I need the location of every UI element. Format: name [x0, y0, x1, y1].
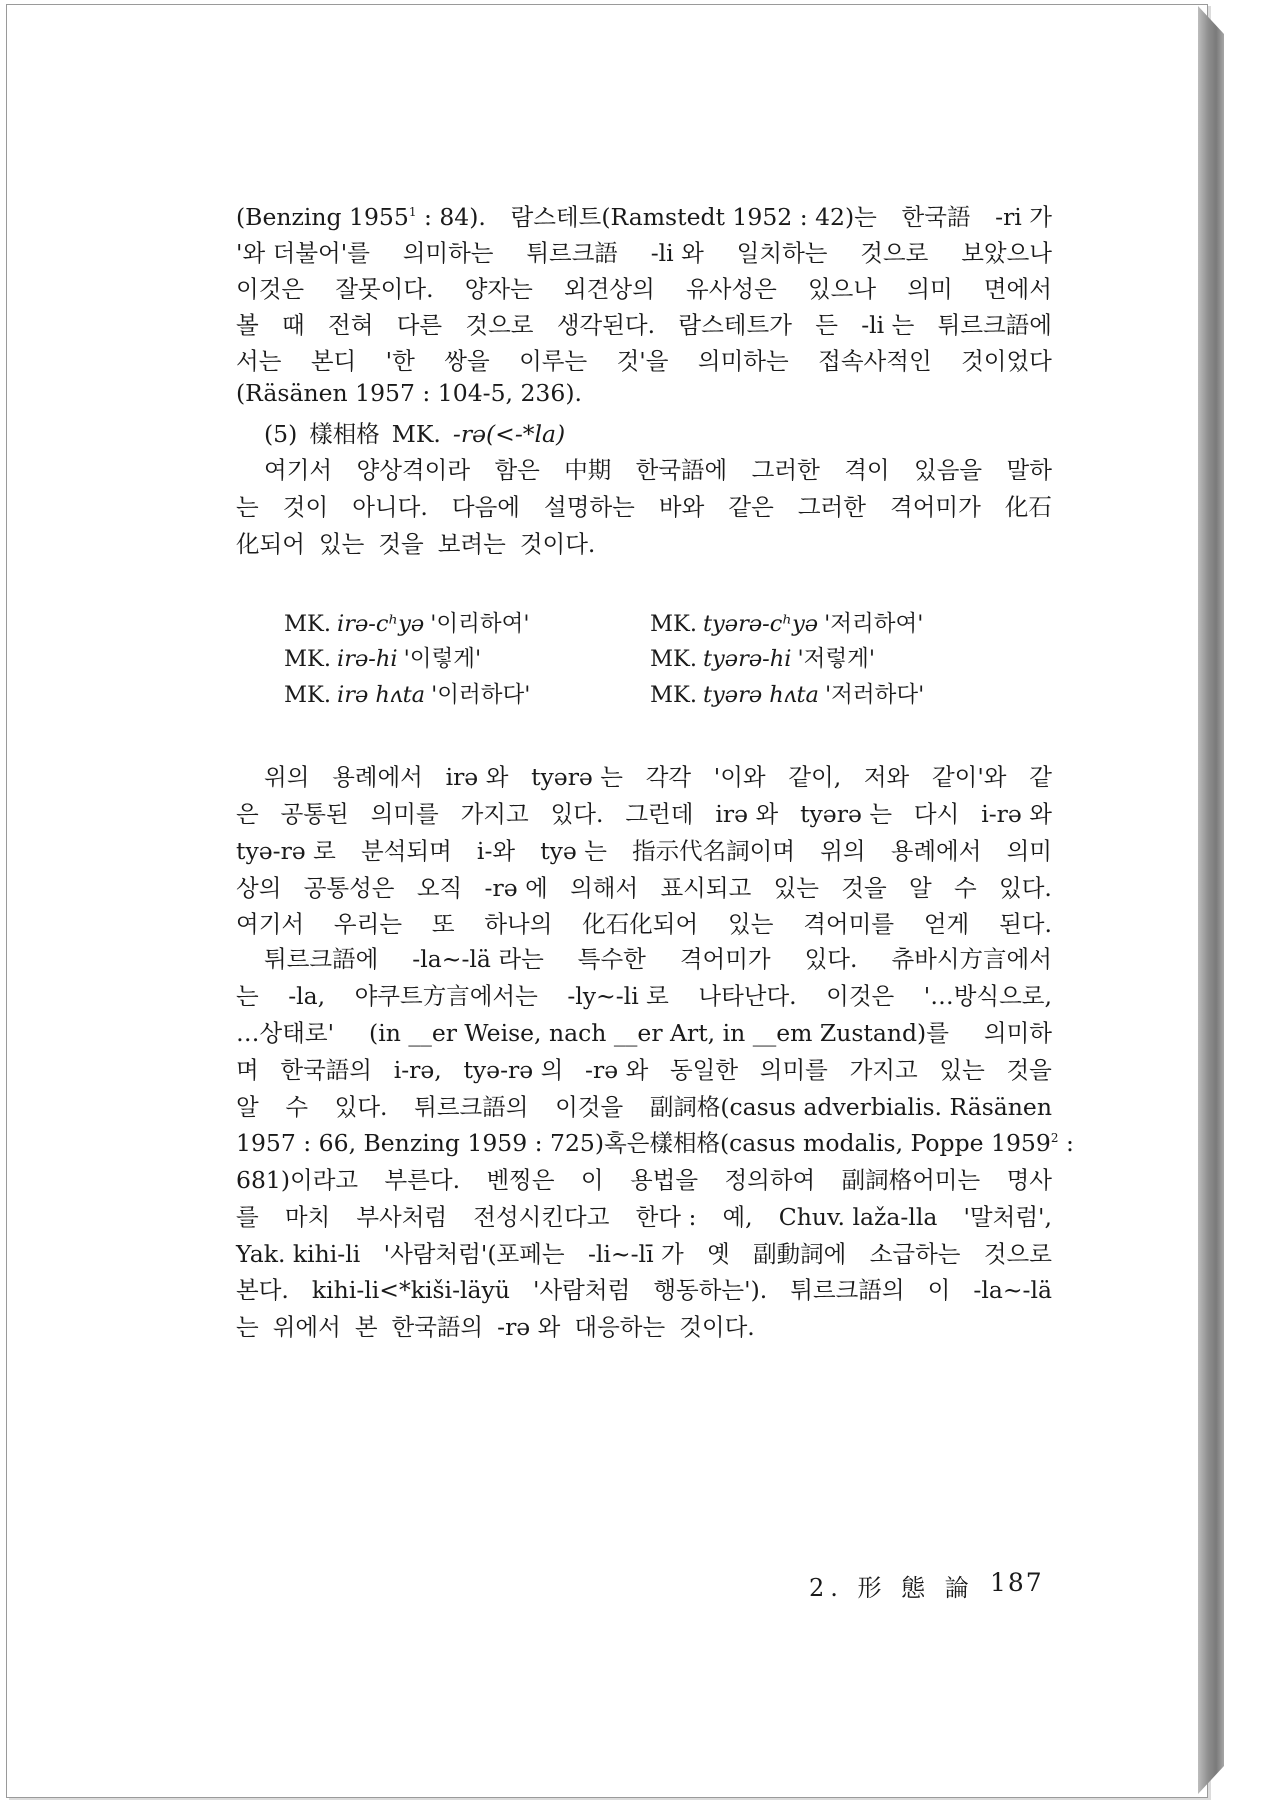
word: 공통성은 [303, 874, 395, 902]
word: 예, [722, 1203, 753, 1231]
word: 가지고 [849, 1056, 918, 1084]
word: 일치하는 [736, 239, 828, 267]
word: 표시되고 [660, 874, 752, 902]
word: (Räsänen 1957 : 104-5, 236). [236, 379, 582, 407]
example-row [284, 677, 984, 713]
word: 본 [354, 1313, 378, 1341]
word: 여기서 [236, 910, 305, 938]
word: 것이다. [519, 530, 596, 558]
text-line [236, 1161, 1052, 1201]
word: 은 [236, 800, 259, 828]
word: 한국語에 [635, 456, 728, 484]
word: 1957 : 66, Benzing 1959 : 725) [236, 1129, 605, 1157]
word: 그러한 [751, 456, 820, 484]
word: 대응하는 [574, 1313, 666, 1341]
text-line [236, 342, 1052, 382]
word: 그런데 [625, 800, 694, 828]
word: 의미 [907, 275, 953, 303]
example-gloss: '이러하다' [431, 682, 531, 708]
word: 전성시킨다고 [473, 1203, 610, 1231]
example-row [284, 641, 984, 677]
word: 이것은 [236, 275, 305, 303]
word: 용법을 [629, 1166, 699, 1194]
word: 있음을 [914, 456, 983, 484]
word: 말하 [1006, 456, 1052, 484]
example-mk: MK. [284, 682, 331, 708]
word: 소급하는 [869, 1240, 961, 1268]
text-line [236, 1014, 1052, 1054]
word: 위의 [264, 763, 310, 791]
word: '한 [385, 347, 415, 375]
word: 보았으나 [961, 239, 1052, 267]
word: 양자는 [464, 275, 533, 303]
word: 한다 : [635, 1203, 697, 1231]
word: 격어미가 [679, 945, 771, 973]
heading-part: MK. [391, 420, 441, 448]
word: 부사처럼 [356, 1203, 448, 1231]
word: 것'을 [616, 347, 669, 375]
word: 접속사적인 [818, 347, 932, 375]
word: 쌍을 [444, 347, 490, 375]
word: 알 [909, 874, 932, 902]
word: '와 더불어'를 [236, 239, 370, 267]
word: -li 와 [650, 239, 704, 267]
example-form: tyərə-hi [703, 646, 792, 672]
word: i-rə, [393, 1056, 442, 1084]
word: 수 [285, 1093, 309, 1121]
example-gloss: '이렇게' [403, 646, 482, 672]
word: 있는 [728, 910, 774, 938]
word: 명사 [1006, 1166, 1052, 1194]
page-number: 187 [990, 1568, 1044, 1597]
word: 그러한 [797, 493, 866, 521]
word: 면에서 [983, 275, 1052, 303]
word: 된다. [999, 910, 1052, 938]
word: 의해서 [570, 874, 639, 902]
word: -ri 가 [995, 203, 1052, 231]
word: 같이'와 [931, 763, 1007, 791]
word: -la~-lä 라는 [412, 945, 544, 973]
word: 副詞格(casus adverbialis. Räsänen [649, 1093, 1052, 1121]
word: irə 와 [445, 763, 509, 791]
example-mk: MK. [284, 611, 331, 637]
word: 며 [236, 1056, 259, 1084]
word: 저와 [863, 763, 910, 791]
word: 것이 [282, 493, 329, 521]
word: 있다. [334, 1093, 388, 1121]
word: -la~-lä [973, 1276, 1052, 1304]
word: -li 는 [861, 311, 915, 339]
word: 행동하는'). [653, 1276, 768, 1304]
word: Chuv. laža-lla [778, 1203, 938, 1231]
word: -rə 와 [497, 1313, 561, 1341]
heading-line [236, 415, 1052, 455]
text-line [236, 451, 1052, 491]
word: 마치 [284, 1203, 331, 1231]
word: -ly~-li 로 [567, 982, 669, 1010]
word: 中期 [564, 456, 612, 484]
word: 격이 [844, 456, 890, 484]
word: '사람처럼 [533, 1276, 631, 1304]
word: 의미를 [370, 800, 439, 828]
word: 상의 [236, 874, 282, 902]
example-form: irə hʌta [337, 682, 426, 708]
word: Yak. kihi-li [236, 1240, 361, 1268]
word: 정의하여 [724, 1166, 816, 1194]
word: 는 [236, 982, 259, 1010]
word: tyə 는 [540, 837, 608, 865]
heading-part: (5) [264, 420, 298, 448]
text-line [236, 795, 1052, 835]
word: 튀르크語에 [937, 311, 1052, 339]
example-form: tyərə hʌta [703, 682, 819, 708]
word: i-rə 와 [981, 800, 1052, 828]
word: 한국語 [901, 203, 971, 231]
word: (in __er Weise, nach __er Art, in __em Zustand)를 [369, 1019, 949, 1047]
page-edge-shadow [1198, 6, 1224, 1794]
word: 있다. [804, 945, 858, 973]
word: 벤찡은 [486, 1166, 555, 1194]
right-example [650, 641, 875, 673]
running-footer: 2. 形 態 論 [809, 1574, 975, 1602]
word: i-와 [476, 837, 516, 865]
word: 아니다. [352, 493, 428, 521]
right-example [650, 606, 923, 638]
word: 하나의 [484, 910, 553, 938]
word: 다른 [396, 311, 443, 339]
word: 것으로 [465, 311, 534, 339]
example-form: tyərə-cʰyə [703, 611, 819, 637]
word: 옛 [707, 1240, 730, 1268]
word: 指示代名詞이며 [632, 837, 796, 865]
word: 얻게 [923, 910, 970, 938]
word: -li~-lī 가 [587, 1240, 684, 1268]
word: 같 [1029, 763, 1052, 791]
word: 이것을 [555, 1093, 624, 1121]
word: 한국語의 [391, 1313, 484, 1341]
word: 본디 [310, 347, 357, 375]
text-line [236, 198, 1052, 238]
word: 를 [236, 1203, 259, 1231]
text-line [236, 758, 1052, 798]
word: 것으로 [860, 239, 929, 267]
text-line [236, 234, 1052, 274]
word: 본다. [236, 1276, 289, 1304]
word: 동일한 [669, 1056, 739, 1084]
word: 외견상의 [564, 275, 655, 303]
example-form: irə-cʰyə [337, 611, 425, 637]
example-gloss: '저러하다' [824, 682, 925, 708]
word: 잘못이다. [335, 275, 434, 303]
word: 위의 [820, 837, 866, 865]
word: 전혀 [328, 311, 374, 339]
word: 樣相格(casus modalis, Poppe 1959$^2$ : [649, 1129, 1074, 1157]
word: 있는 [773, 874, 819, 902]
text-line [236, 905, 1052, 945]
word: 튀르크語 [526, 239, 618, 267]
word: 분석되며 [361, 837, 452, 865]
word: 여기서 [264, 456, 333, 484]
word: 다시 [913, 800, 960, 828]
example-mk: MK. [650, 646, 697, 672]
word: 보려는 [437, 530, 506, 558]
word: 설명하는 [544, 493, 635, 521]
word: 의미를 [759, 1056, 828, 1084]
word: tyə-rə 의 [463, 1056, 564, 1084]
word: 함은 [494, 456, 540, 484]
word: 있다. [999, 874, 1052, 902]
word: 튀르크語의 [790, 1276, 905, 1304]
word: 우리는 [333, 910, 403, 938]
word: 격어미를 [803, 910, 895, 938]
example-gloss: '저렇게' [797, 646, 876, 672]
word: 때 [282, 311, 305, 339]
word: tyə-rə 로 [236, 837, 336, 865]
word: '…방식으로, [923, 982, 1052, 1010]
text-line [236, 306, 1052, 346]
text-line [236, 832, 1052, 872]
word: 같은 [728, 493, 774, 521]
word: 생각된다. [556, 311, 656, 339]
word: 볼 [236, 311, 259, 339]
heading-part: -rə(<-*la) [452, 420, 566, 448]
word: 또 [431, 910, 455, 938]
word: 공통된 [280, 800, 349, 828]
word: 것을 [1006, 1056, 1052, 1084]
word: tyərə 는 [800, 800, 893, 828]
word: 바와 [658, 493, 705, 521]
text-line [236, 1124, 1074, 1164]
word: 알 [236, 1093, 259, 1121]
text-line [236, 525, 1052, 565]
word: '말처럼', [963, 1203, 1052, 1231]
word: '이와 [713, 763, 766, 791]
word: 이루는 [519, 347, 588, 375]
word: 용례에서 [890, 837, 982, 865]
word: 化石化되어 [582, 910, 699, 938]
word: 격어미가 [890, 493, 981, 521]
word: 나타난다. [698, 982, 797, 1010]
text-line [236, 270, 1052, 310]
word: 튀르크語에 [264, 945, 379, 973]
word: tyərə 는 [531, 763, 624, 791]
word: 양상격이라 [356, 456, 471, 484]
word: '사람처럼'(포페는 [383, 1240, 565, 1268]
word: 이것은 [826, 982, 895, 1010]
text-line [236, 1198, 1052, 1238]
example-form: irə-hi [337, 646, 398, 672]
word: 특수한 [577, 945, 646, 973]
word: 가지고 [460, 800, 529, 828]
word: 것을 [841, 874, 887, 902]
word: 化되어 [236, 530, 305, 558]
word: 는 [236, 493, 259, 521]
heading-part: 樣相格 [309, 420, 380, 448]
word: irə 와 [715, 800, 779, 828]
word: 의미하는 [402, 239, 494, 267]
word: 것이다. [679, 1313, 755, 1341]
word: 있으나 [807, 275, 877, 303]
example-mk: MK. [650, 682, 697, 708]
word: 혹은 [604, 1129, 650, 1157]
text-line [236, 1051, 1052, 1091]
word: (Benzing 1955$^1$ : 84). [236, 203, 486, 231]
word: 化石 [1004, 493, 1052, 521]
word: kihi-li<*kiši-läyü [311, 1276, 510, 1304]
word: 이 [927, 1276, 951, 1304]
left-example [284, 677, 530, 709]
word: 튀르크語의 [414, 1093, 529, 1121]
example-gloss: '이리하여' [430, 611, 530, 637]
word: 의미하 [983, 1019, 1052, 1047]
word: 야쿠트方言에서는 [354, 982, 538, 1010]
text-line [236, 977, 1052, 1017]
text-line [236, 488, 1052, 528]
word: 람스테트(Ramstedt 1952 : 42)는 [510, 203, 877, 231]
word: 있는 [318, 530, 365, 558]
word: 副動詞에 [753, 1240, 847, 1268]
word: 서는 [236, 347, 282, 375]
right-example [650, 677, 924, 709]
example-mk: MK. [284, 646, 331, 672]
word: 이 [580, 1166, 604, 1194]
word: 수 [954, 874, 977, 902]
word: 위에서 [272, 1313, 341, 1341]
word: 각각 [645, 763, 692, 791]
left-example [284, 641, 481, 673]
word: 든 [815, 311, 838, 339]
word: -rə 와 [585, 1056, 649, 1084]
word: 의미하는 [697, 347, 789, 375]
example-gloss: '저리하여' [824, 611, 924, 637]
word: 것을 [378, 530, 424, 558]
word: 의미 [1006, 837, 1052, 865]
word: 오직 [416, 874, 463, 902]
word: 다음에 [451, 493, 520, 521]
text-line [236, 1235, 1052, 1275]
word: 있는 [939, 1056, 985, 1084]
word: 것으로 [983, 1240, 1052, 1268]
word: 츄바시方言에서 [891, 945, 1052, 973]
word: 용례에서 [332, 763, 423, 791]
word: 는 [236, 1313, 259, 1341]
text-line [236, 1271, 1052, 1311]
example-row [284, 606, 984, 642]
word: 681)이라고 [236, 1166, 359, 1194]
word: -rə 에 [484, 874, 548, 902]
word: 것이었다 [961, 347, 1052, 375]
example-mk: MK. [650, 611, 697, 637]
left-example [284, 606, 530, 638]
text-line [236, 1308, 1052, 1348]
word: -la, [288, 982, 326, 1010]
text-line [236, 379, 1052, 419]
word: 있다. [550, 800, 604, 828]
word: …상태로' [236, 1019, 335, 1047]
word: 副詞格어미는 [841, 1166, 981, 1194]
word: 한국語의 [280, 1056, 372, 1084]
word: 같이, [788, 763, 842, 791]
text-line [236, 1088, 1052, 1128]
word: 유사성은 [686, 275, 777, 303]
text-line [236, 940, 1052, 980]
word: 람스테트가 [678, 311, 792, 339]
word: 부른다. [384, 1166, 461, 1194]
text-line [236, 869, 1052, 909]
